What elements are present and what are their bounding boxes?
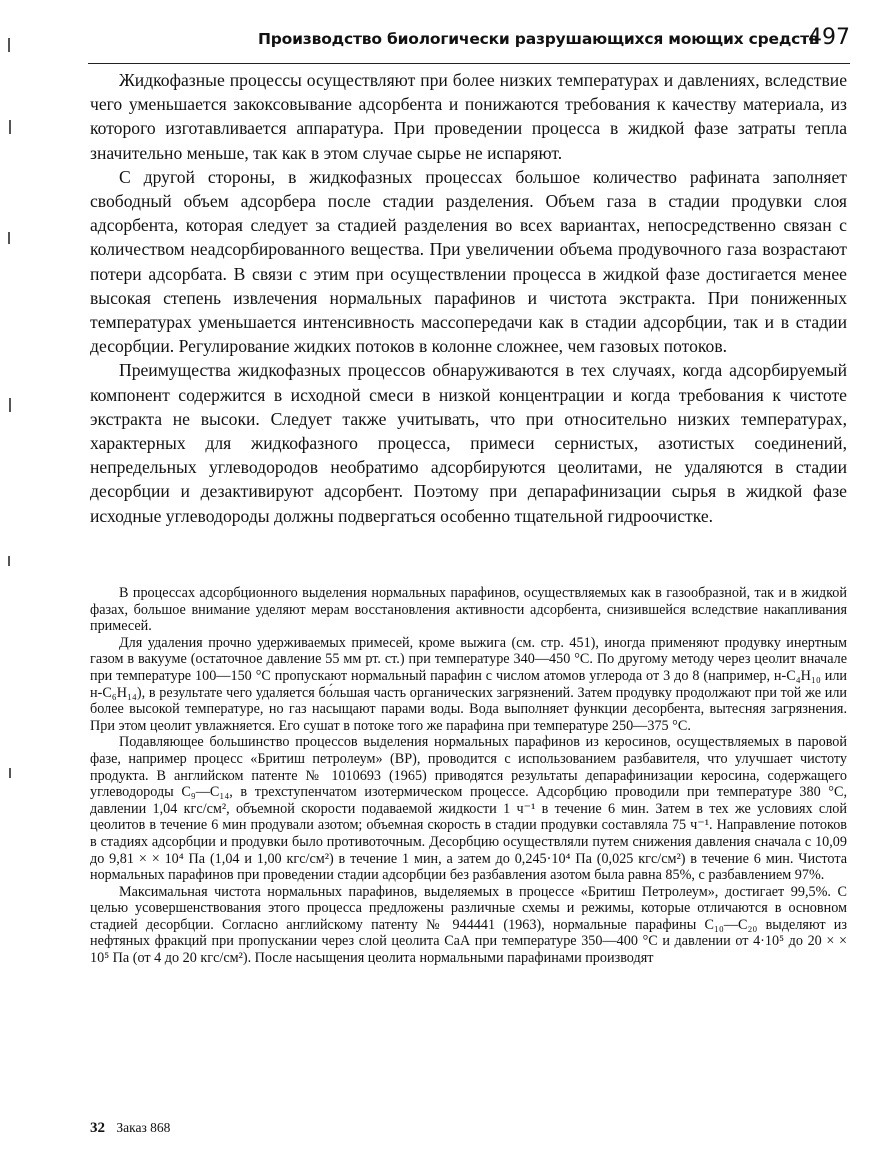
running-title: Производство биологически разрушающихся моющих средств [258, 30, 819, 48]
small-paragraph: Подавляющее большинство процессов выделения нормальных парафинов из керосинов, осуществляемых в паровой фазе, например процесс «Бритиш петролеум» (BP), проводится с использованием разбавителя, что улучшает чистоту продукта. В английском патенте № 1010693 (1965) приводятся результаты депарафинизации керосина, содержащего углеводороды С₉—С₁₄, в трехступенчатом изотермическом процессе. Адсорбцию проводили при температуре 380 °С, давлении 1,04 кгс/см², объемной скорости подаваемой жидкости 1 ч⁻¹ в течение 6 мин. Затем в тех же условиях слой цеолитов в течение 6 мин продували азотом; объемная скорость в стадии продувки составляла 75 ч⁻¹. Направление потоков в стадиях адсорбции и продувки было противоточным. Десорбцию осуществляли путем снижения давления сначала с 10,09 до 9,81 × × 10⁴ Па (1,04 и 1,00 кгс/см²) в течение 1 мин, а затем до 0,245·10⁴ Па (0,025 кгс/см²) в течение 6 мин. Чистота нормальных парафинов при проведении стадии адсорбции без разбавления азотом была равна 85%, с разбавлением 97%. [90, 734, 847, 884]
margin-mark [9, 120, 11, 134]
signature-mark: 32 [90, 1120, 105, 1136]
running-header [90, 25, 850, 60]
print-order: Заказ 868 [116, 1120, 171, 1135]
main-text-block [90, 68, 847, 528]
small-paragraph: В процессах адсорбционного выделения нормальных парафинов, осуществляемых как в газообразной, так и в жидкой фазах, большое внимание уделяют мерам восстановления активности адсорбента, снизившейся вследствие накапливания примесей. [90, 585, 847, 635]
small-paragraph: Для удаления прочно удерживаемых примесей, кроме выжига (см. стр. 451), иногда применяют продувку инертным газом в вакууме (остаточное давление 55 мм рт. ст.) при температуре 340—450 °С. По другому методу через цеолит вначале при температуре 100—150 °С пропускают нормальный парафин с числом атомов углерода от 3 до 8 (например, н-С₄H₁₀ или н-С₆H₁₄), в результате чего удаляется бо́льшая часть органических загрязнений. Затем продувку продолжают при той же или более высокой температуре, но газ насыщают парами воды. Вода выполняет функции десорбента, вытесняя загрязнения. При этом цеолит увлажняется. Его сушат в потоке того же парафина при температуре 250—375 °С. [90, 634, 847, 734]
main-paragraph: С другой стороны, в жидкофазных процессах большое количество рафината заполняет свободный объем адсорбера после стадии разделения. Объем газа в стадии продувки слоя адсорбента, которая следует за стадией разделения во всех вариантах, непосредственно связан с количеством неадсорбированного вещества. При увеличении объема продувочного газа возрастают потери адсорбата. В связи с этим при осуществлении процесса в жидкой фазе достигается менее высокая степень извлечения нормальных парафинов и чистота экстракта. При пониженных температурах уменьшается интенсивность массопередачи как в стадии адсорбции, так и в стадии десорбции. Регулирование жидких потоков в колонне сложнее, чем газовых потоков. [90, 166, 847, 357]
margin-mark [8, 38, 10, 52]
page-footer [90, 1120, 170, 1137]
margin-mark [9, 768, 11, 778]
main-paragraph: Жидкофазные процессы осуществляют при более низких температурах и давлениях, вследствие чего уменьшается закоксовывание адсорбента и понижаются требования к качеству материала, из которого изготавливается аппаратура. При проведении процесса в жидкой фазе затраты тепла значительно меньше, так как в этом случае сырье не испаряют. [90, 70, 847, 163]
margin-mark [9, 398, 11, 412]
header-rule [88, 63, 850, 64]
margin-mark [8, 556, 10, 566]
margin-mark [8, 232, 10, 244]
main-paragraph: Преимущества жидкофазных процессов обнаруживаются в тех случаях, когда адсорбируемый компонент содержится в исходной смеси в низкой концентрации и когда требования к чистоте экстракта не высоки. Следует также учитывать, что при относительно низких температурах, характерных для жидкофазного процесса, примеси сернистых, азотистых соединений, непредельных углеводородов необратимо адсорбируются цеолитами, не удаляются в стадии десорбции и дезактивируют адсорбент. Поэтому при депарафинизации сырья в жидкой фазе исходные углеводороды должны подвергаться особенно тщательной гидроочистке. [90, 360, 847, 526]
small-paragraph: Максимальная чистота нормальных парафинов, выделяемых в процессе «Бритиш Петролеум», достигает 99,5%. С целью усовершенствования этого процесса предложены различные схемы и режимы, которые отличаются в основном стадией десорбции. Согласно английскому патенту № 944441 (1963), нормальные парафины С₁₀—С₂₀ выделяют из нефтяных фракций при пропускании через слой цеолита СаА при температуре 350—400 °С и давлении от 4·10⁵ до 20 × × 10⁵ Па (от 4 до 20 кгс/см²). После насыщения цеолита нормальными парафинами производят [90, 883, 847, 967]
page-number: 497 [808, 25, 850, 50]
small-print-block [90, 585, 847, 967]
